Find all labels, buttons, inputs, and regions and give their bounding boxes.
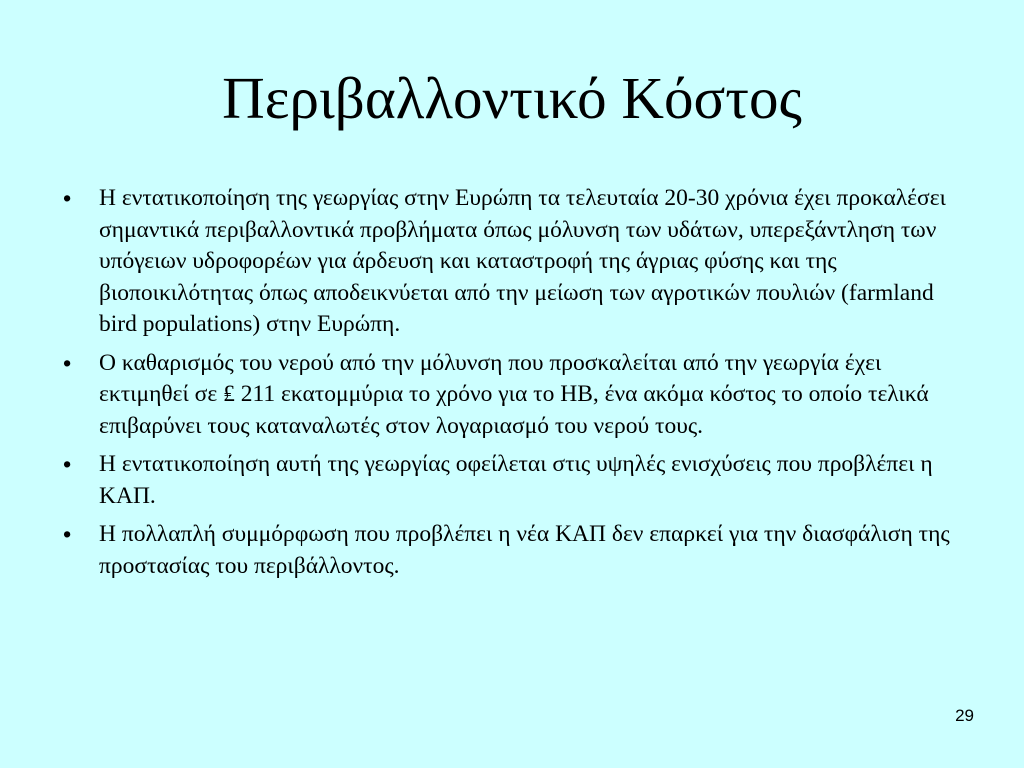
bullet-icon: • bbox=[63, 349, 72, 376]
bullet-item bbox=[63, 348, 973, 443]
bullet-text: Ο καθαρισμός του νερού από την μόλυνση που προσκαλείται από την γεωργία έχει εκτιμηθεί σε ₤ 211 εκατομμύρια το χρόνο για το ΗΒ, ένα ακόμα κόστος το οποίο τελικά επιβαρύνει τους καταναλωτές στον λογαριασμό του νερού τους. bbox=[99, 349, 929, 439]
page-number: 29 bbox=[955, 706, 974, 725]
bullet-list bbox=[63, 183, 973, 589]
bullet-text: Η εντατικοποίηση της γεωργίας στην Ευρώπη τα τελευταία 20-30 χρόνια έχει προκαλέσει σημαντικά περιβαλλοντικά προβλήματα όπως μόλυνση των υδάτων, υπερεξάντληση των υπόγειων υδροφορέων για άρδευση και καταστροφή της άγριας φύσης και της βιοποικιλότητας όπως αποδεικνύεται από την μείωση των αγροτικών πουλιών (farmland bird populations) στην Ευρώπη. bbox=[99, 185, 946, 337]
bullet-icon: • bbox=[63, 185, 72, 211]
bullet-item bbox=[63, 183, 973, 341]
slide-title: Περιβαλλοντικό Κόστος bbox=[222, 65, 802, 131]
bullet-item bbox=[63, 449, 973, 512]
bullet-item bbox=[63, 519, 973, 582]
bullet-icon: • bbox=[63, 451, 72, 477]
bullet-icon: • bbox=[63, 521, 72, 547]
bullet-text: Η πολλαπλή συμμόρφωση που προβλέπει η νέα ΚΑΠ δεν επαρκεί για την διασφάλιση της προστασίας του περιβάλλοντος. bbox=[99, 521, 950, 579]
bullet-text: Η εντατικοποίηση αυτή της γεωργίας οφείλεται στις υψηλές ενισχύσεις που προβλέπει η ΚΑΠ. bbox=[99, 451, 933, 509]
